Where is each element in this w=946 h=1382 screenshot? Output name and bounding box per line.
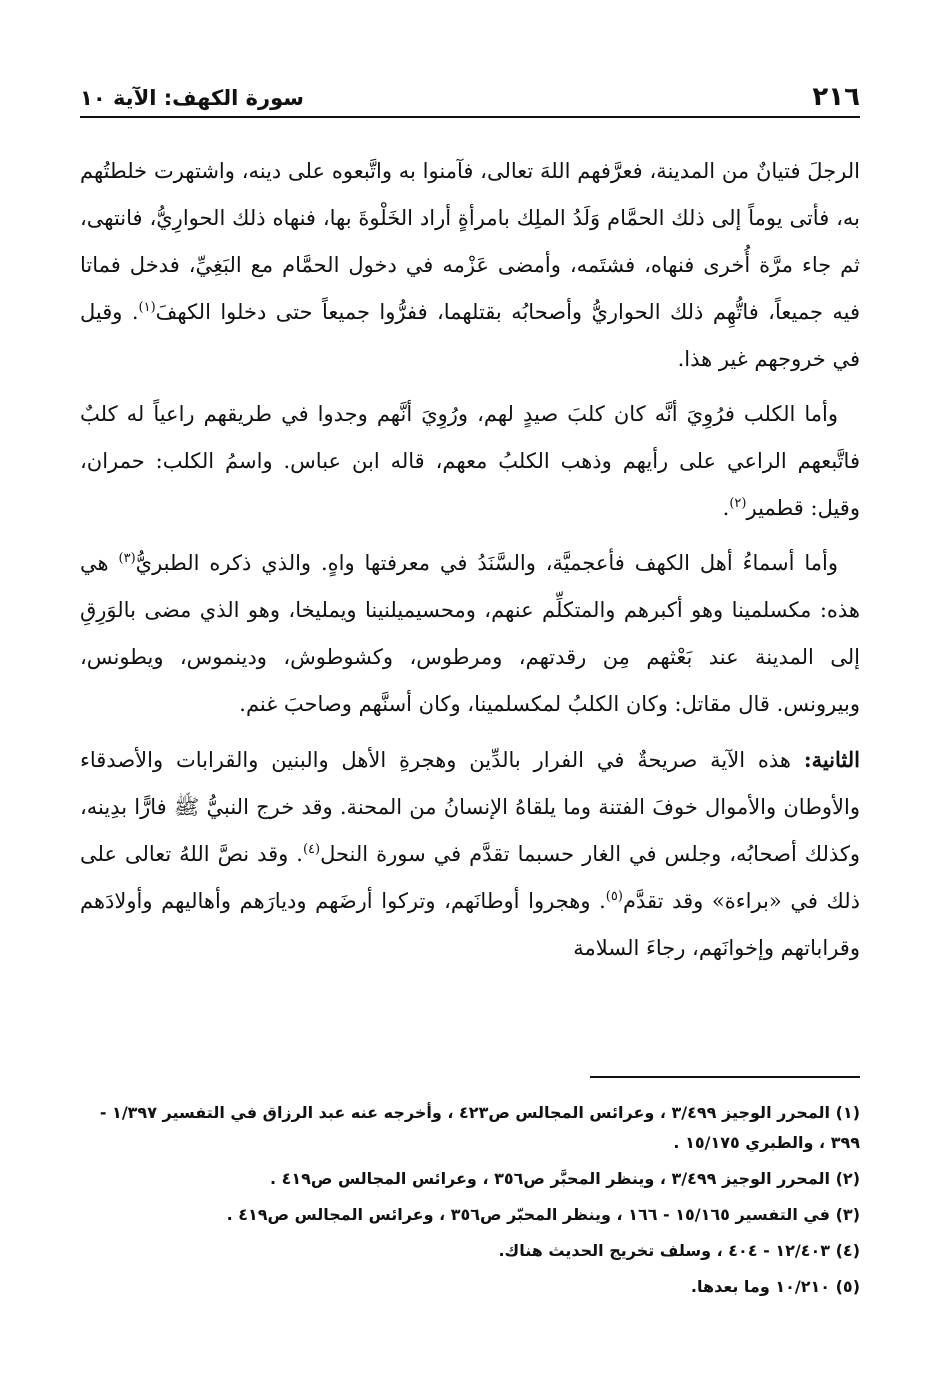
page-number: ٢١٦ [812, 82, 860, 112]
footnote-1: (١) المحرر الوجيز ٣/٤٩٩ ، وعرائس المجالس ص٤٢٣ ، وأخرجه عنه عبد الرزاق في التفسير ١/٣٩٧ - ٣٩٩ ، والطبري ١٥/١٧٥ . [99, 1103, 860, 1152]
footnote-ref-2: (٢) [729, 496, 747, 511]
paragraph-4-text-a: هذه الآية صريحةٌ في الفرار بالدِّين وهجرةِ الأهل والبنين والقرابات والأصدقاء والأوطان والأموال خوفَ الفتنة وما يلقاهُ الإنسانُ من المحنة. وقد خرج النبيُّ ﷺ فارًّا بدِينه، وكذلك أصحابُه، وجلس في الغار حسبما تقدَّم في سورة النحل [80, 748, 860, 866]
footnote-3: (٣) في التفسير ١٥/١٦٥ - ١٦٦ ، وينظر المحبّر ص٣٥٦ ، وعرائس المجالس ص٤١٩ . [226, 1205, 860, 1224]
paragraph-4 [80, 736, 860, 972]
paragraph-1 [80, 148, 860, 383]
paragraph-4-text-b: . وقد نصَّ اللهُ تعالى على ذلك في «براءة» وقد تقدَّم [80, 842, 860, 913]
paragraph-3-text-b: هي هذه: مكسلمينا وهو أكبرهم والمتكلِّم عنهم، ومحسيميلنينا ويمليخا، وهو الذي مضى بالوَرِقِ إلى المدينة عند بَعْثهم مِن رقدتهم، ومرطوس، وكشوطوش، ودينموس، ويطونس، وبيرونس. قال مقاتل: وكان الكلبُ لمكسلمينا، وكان أسنَّهم وصاحبَ غنم. [80, 551, 860, 716]
footnote-ref-3: (٣) [118, 551, 136, 566]
paragraph-3 [80, 540, 860, 728]
footnote-ref-4: (٤) [302, 842, 321, 857]
paragraph-1-text-b: . وقيل في خروجهم غير هذا. [80, 300, 860, 371]
paragraph-3-text-a: وأما أسماءُ أهل الكهف فأعجميَّة، والسَّنَدُ في معرفتها واهٍ. والذي ذكره الطبريُّ [135, 551, 838, 575]
footnote-ref-5: (٥) [605, 889, 623, 904]
paragraph-4-text-c: . وهجروا أوطانَهم، وتركوا أرضَهم وديارَهم وأهاليهم وأولادَهم وقراباتهم وإخوانَهم، رجاءَ السلامة [80, 889, 860, 960]
paragraph-2-text-a: وأما الكلب فرُوِيَ أنَّه كان كلبَ صيدٍ لهم، ورُوِيَ أنَّهم وجدوا في طريقهم راعياً له كلبٌ فاتَّبعهم الراعي على رأيهم وذهب الكلبُ معهم، قاله ابن عباس. واسمُ الكلب: حمران، وقيل: قطمير [80, 402, 860, 520]
running-title: سورة الكهف: الآية ١٠ [80, 86, 304, 110]
paragraph-2 [80, 391, 860, 532]
page-header [80, 82, 860, 118]
footnote-separator [590, 1076, 860, 1078]
paragraph-1-text-a: الرجلَ فتيانٌ من المدينة، فعرَّفهم اللهَ تعالى، فآمنوا به واتَّبعوه على دينه، واشتهرت خلطتُهم به، فأتى يوماً إلى ذلك الحمَّام وَلَدُ الملِك بامرأةٍ أراد الخَلْوةَ بها، فنهاه ذلك الحوارِيُّ، فانتهى، ثم جاء مرَّة أُخرى فنهاه، فشتَمه، وأمضى عَزْمه في دخول الحمَّام مع البَغِيِّ، فدخل فماتا فيه جميعاً، فاتُّهِم ذلك الحواريُّ وأصحابُه بقتلهما، ففرُّوا جميعاً حتى دخلوا الكهفَ [80, 159, 860, 324]
footnote-2: (٢) المحرر الوجيز ٣/٤٩٩ ، وينظر المحبَّر ص٣٥٦ ، وعرائس المجالس ص٤١٩ . [269, 1169, 860, 1188]
main-text [80, 148, 860, 980]
paragraph-2-text-b: . [722, 496, 730, 520]
paragraph-4-lead: الثانية: [803, 747, 860, 772]
footnote-5: (٥) ١٠/٢١٠ وما بعدها. [690, 1277, 860, 1296]
footnote-4: (٤) ١٢/٤٠٣ - ٤٠٤ ، وسلف تخريج الحديث هناك. [498, 1241, 860, 1260]
footnote-ref-1: (١) [138, 300, 156, 315]
footnotes [80, 1098, 860, 1308]
